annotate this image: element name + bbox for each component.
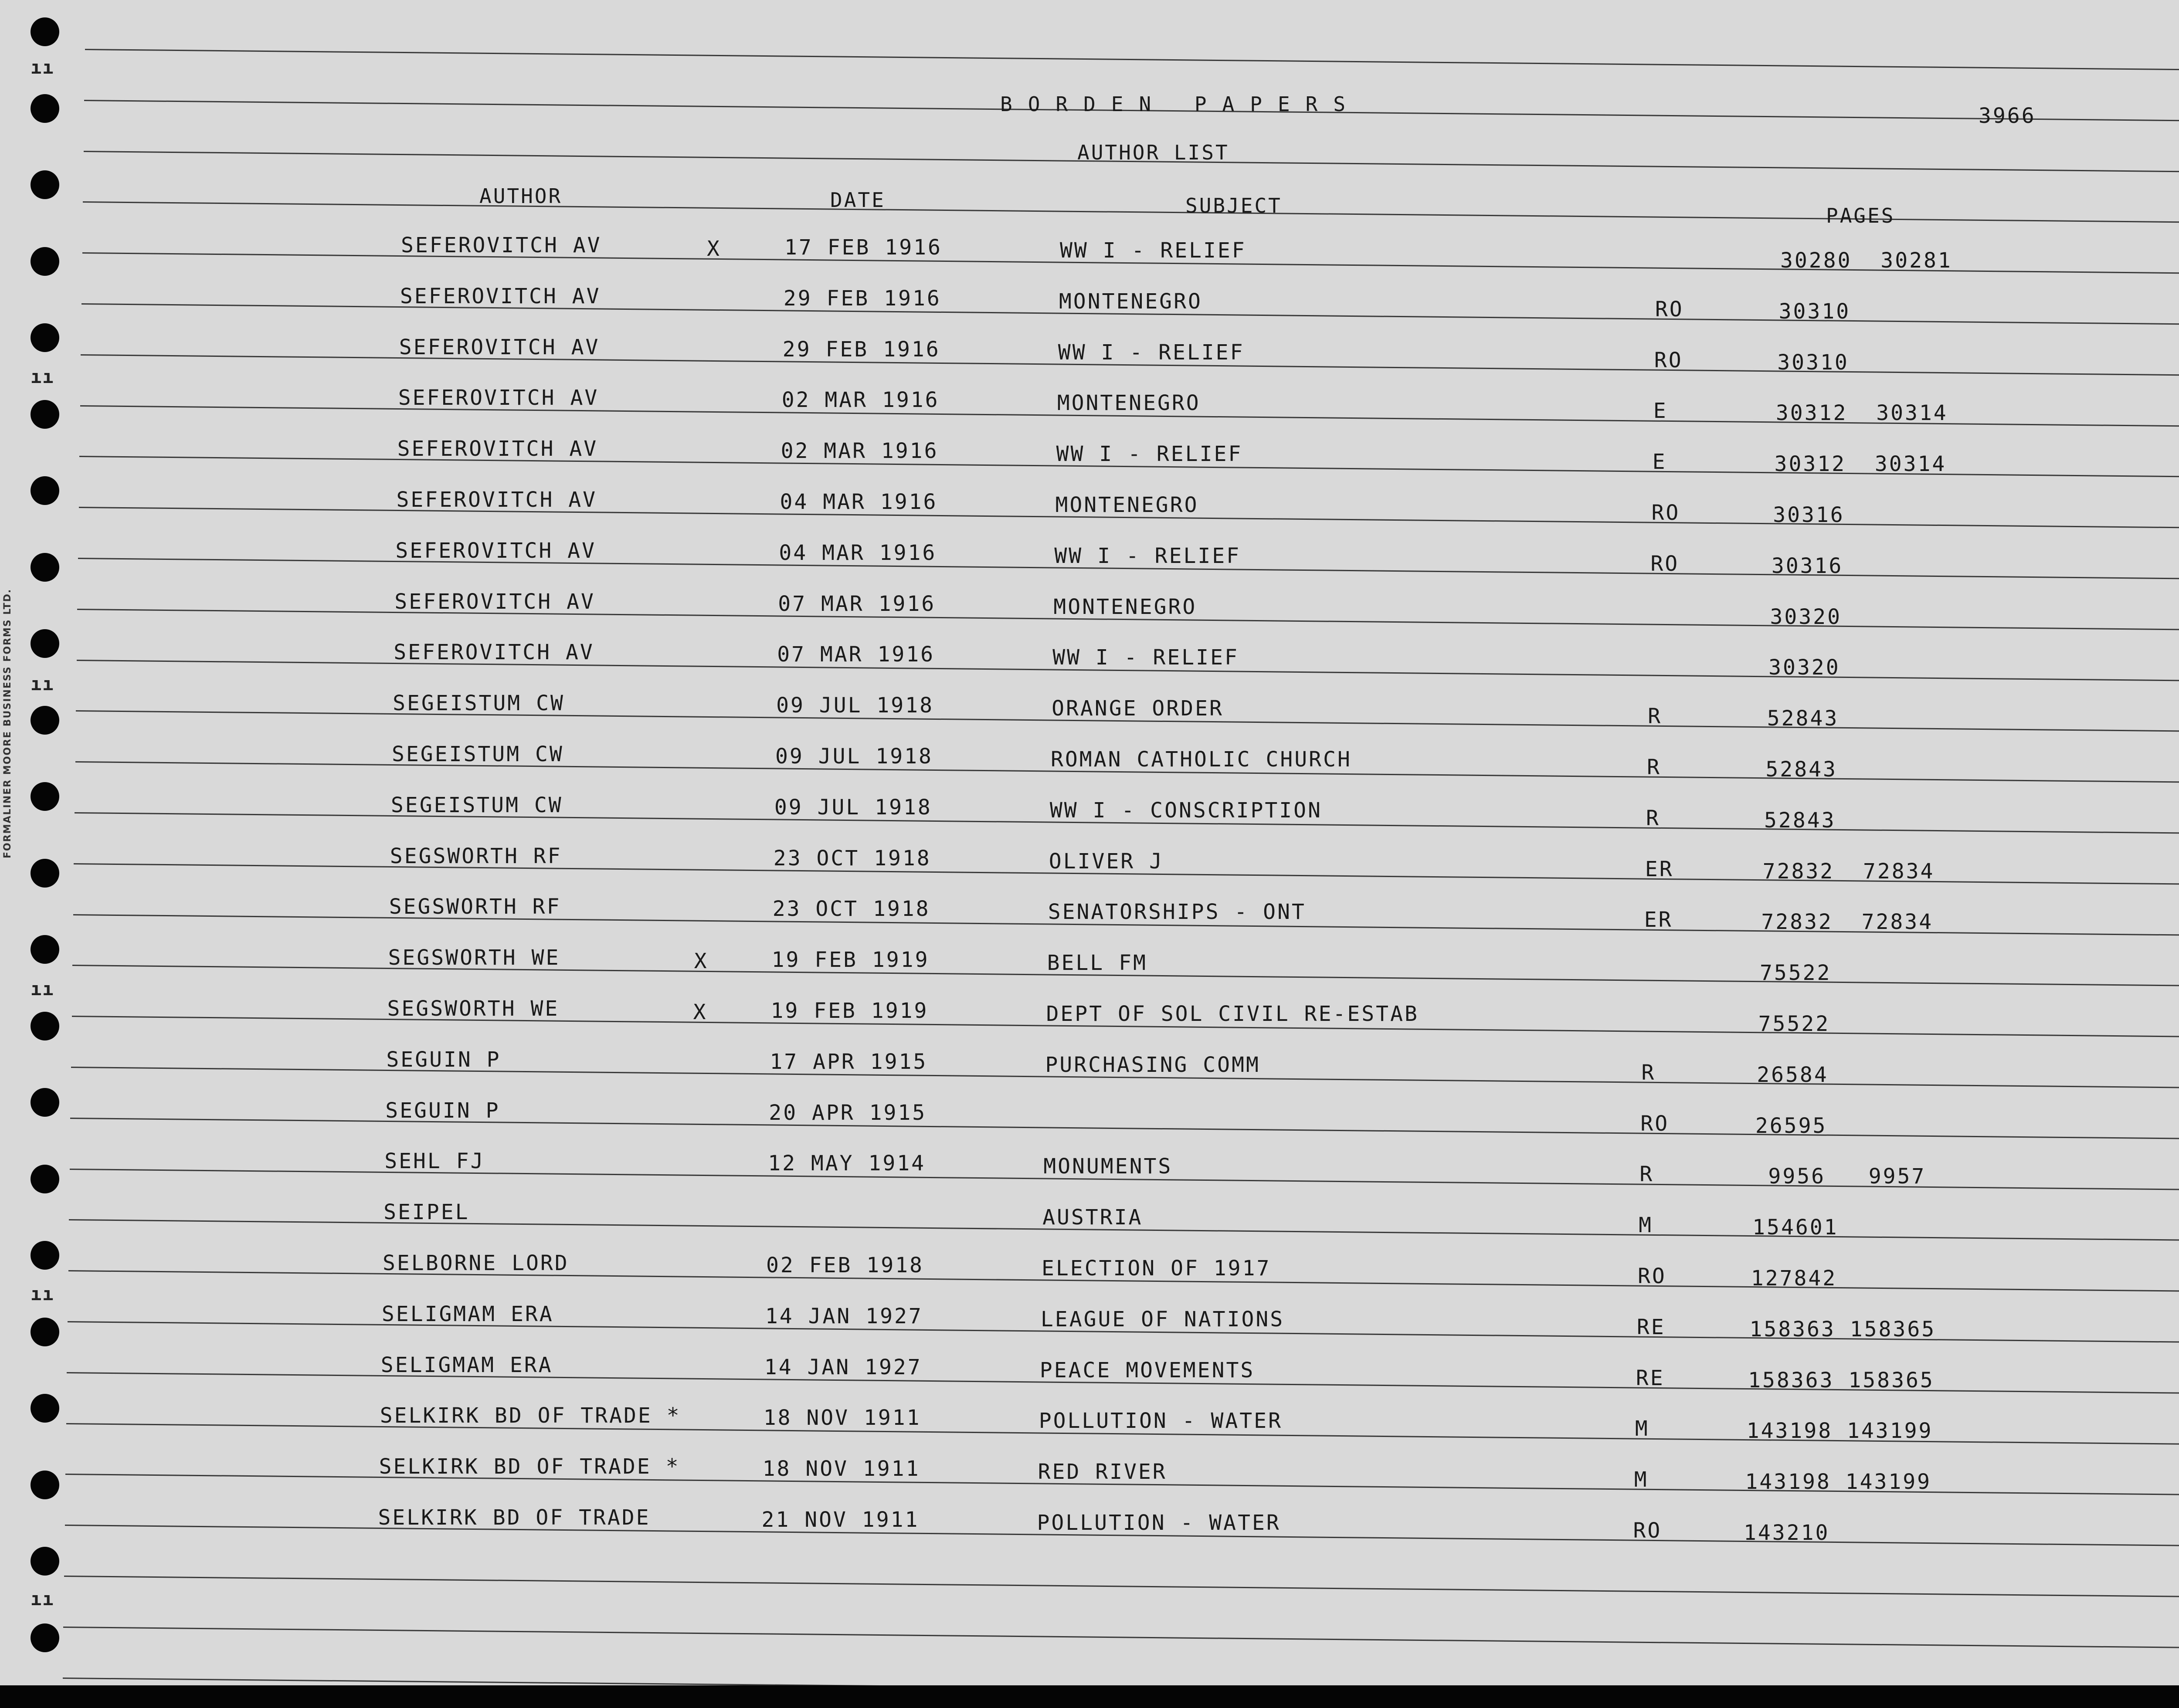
table-row — [0, 335, 2179, 383]
ruled-line — [85, 49, 2179, 71]
date-cell: 02 FEB 1918 — [766, 1253, 924, 1278]
pages-cell: 52843 — [1765, 757, 1837, 782]
date-cell: 23 OCT 1918 — [772, 897, 930, 922]
subject-cell: SENATORSHIPS - ONT — [1048, 900, 1306, 925]
author-cell: SEGUIN P — [385, 1098, 500, 1123]
subject-cell: MONTENEGRO — [1057, 391, 1201, 416]
date-cell: 12 MAY 1914 — [768, 1151, 926, 1176]
code-cell: R — [1646, 806, 1660, 830]
date-cell: 04 MAR 1916 — [779, 540, 937, 565]
table-row — [0, 1403, 2179, 1451]
author-cell: SEFEROVITCH AV — [396, 488, 597, 512]
author-cell: SEFEROVITCH AV — [394, 640, 594, 665]
date-cell: 09 JUL 1918 — [775, 744, 933, 769]
subject-cell: ROMAN CATHOLIC CHURCH — [1051, 747, 1352, 772]
author-cell: SEGEISTUM CW — [393, 691, 565, 716]
column-header-date: DATE — [830, 188, 886, 212]
column-header-author: AUTHOR — [479, 184, 563, 208]
date-cell: 19 FEB 1919 — [770, 999, 929, 1023]
subject-cell: WW I - RELIEF — [1056, 442, 1243, 467]
author-cell: SELKIRK BD OF TRADE * — [379, 1454, 680, 1479]
table-row — [0, 1454, 2179, 1502]
table-row — [0, 1302, 2179, 1350]
pages-cell: 30312 30314 — [1775, 401, 1948, 426]
date-cell: 20 APR 1915 — [769, 1100, 927, 1125]
date-cell: 29 FEB 1916 — [783, 286, 941, 311]
date-cell: 09 JUL 1918 — [776, 693, 934, 718]
author-cell: SEFEROVITCH AV — [395, 538, 596, 563]
date-cell: 18 NOV 1911 — [762, 1457, 920, 1481]
code-cell: RE — [1636, 1315, 1666, 1339]
author-cell: SEGSWORTH RF — [389, 895, 561, 919]
pages-cell: 158363 158365 — [1749, 1317, 1936, 1342]
table-row — [0, 590, 2179, 637]
pages-cell: 30280 30281 — [1780, 248, 1952, 273]
author-cell: SEFEROVITCH AV — [398, 386, 599, 410]
flag-cell: X — [707, 237, 721, 261]
code-cell: R — [1639, 1162, 1654, 1187]
pages-cell: 72832 72834 — [1762, 859, 1935, 884]
author-cell: SELBORNE LORD — [383, 1251, 569, 1275]
code-cell: E — [1653, 399, 1668, 424]
date-cell: 07 MAR 1916 — [778, 591, 936, 616]
table-row — [0, 1251, 2179, 1299]
pages-cell: 143198 143199 — [1746, 1419, 1933, 1444]
author-cell: SEFEROVITCH AV — [400, 284, 601, 308]
pages-cell: 30316 — [1771, 553, 1843, 578]
author-cell: SELIGMAM ERA — [381, 1301, 554, 1326]
code-cell: RO — [1654, 348, 1683, 373]
date-cell: 07 MAR 1916 — [777, 642, 935, 667]
subject-cell: MONTENEGRO — [1059, 289, 1202, 314]
table-row — [0, 793, 2179, 841]
table-row — [0, 691, 2179, 739]
date-cell: 21 NOV 1911 — [761, 1508, 920, 1532]
subject-cell: POLLUTION - WATER — [1039, 1409, 1283, 1434]
subject-cell: WW I - RELIEF — [1060, 238, 1246, 263]
fold-mark-icon: ıı — [31, 1283, 54, 1305]
pages-cell: 30310 — [1778, 299, 1851, 324]
code-cell: R — [1647, 755, 1661, 779]
pages-cell: 154601 — [1752, 1215, 1839, 1240]
form-imprint: FORMALINER MOORE BUSINESS FORMS LTD. — [2, 588, 13, 858]
page-number: 3966 — [1979, 104, 2036, 128]
date-cell: 14 JAN 1927 — [764, 1355, 922, 1379]
ruled-line — [63, 1678, 2179, 1685]
code-cell: R — [1641, 1060, 1656, 1085]
date-cell: 04 MAR 1916 — [780, 490, 938, 514]
table-row — [0, 437, 2179, 485]
code-cell: M — [1635, 1417, 1650, 1441]
subject-cell: MONUMENTS — [1043, 1154, 1173, 1179]
pages-cell: 75522 — [1758, 1012, 1830, 1036]
table-row — [0, 1505, 2179, 1553]
date-cell: 19 FEB 1919 — [771, 948, 930, 973]
author-cell: SEFEROVITCH AV — [397, 437, 598, 461]
author-cell: SEHL FJ — [384, 1149, 485, 1174]
pages-cell: 75522 — [1759, 961, 1832, 986]
table-row — [0, 1098, 2179, 1146]
table-row — [0, 895, 2179, 942]
author-cell: SEIPEL — [384, 1200, 470, 1225]
author-cell: SELKIRK BD OF TRADE * — [380, 1403, 681, 1428]
code-cell: RE — [1636, 1366, 1665, 1390]
table-row — [0, 284, 2179, 332]
pages-cell: 143210 — [1744, 1521, 1830, 1545]
date-cell: 02 MAR 1916 — [781, 388, 940, 413]
table-row — [0, 488, 2179, 535]
subject-cell: ELECTION OF 1917 — [1042, 1256, 1271, 1281]
pages-cell: 52843 — [1764, 808, 1836, 833]
author-cell: SEGEISTUM CW — [392, 742, 564, 766]
code-cell: RO — [1633, 1518, 1662, 1543]
document-subtitle: AUTHOR LIST — [1077, 141, 1229, 164]
pages-cell: 158363 158365 — [1748, 1368, 1935, 1393]
flag-cell: X — [693, 1000, 708, 1024]
subject-cell: WW I - CONSCRIPTION — [1049, 798, 1322, 823]
code-cell: RO — [1640, 1111, 1670, 1136]
table-row — [0, 844, 2179, 892]
subject-cell: LEAGUE OF NATIONS — [1040, 1307, 1285, 1332]
author-cell: SEGUIN P — [386, 1047, 501, 1072]
subject-cell: WW I - RELIEF — [1054, 543, 1241, 568]
date-cell: 17 FEB 1916 — [784, 235, 942, 260]
pages-cell: 30320 — [1768, 655, 1840, 680]
subject-cell: DEPT OF SOL CIVIL RE-ESTAB — [1046, 1002, 1419, 1026]
flag-cell: X — [694, 949, 709, 974]
author-cell: SEGEISTUM CW — [390, 793, 563, 817]
pages-cell: 143198 143199 — [1745, 1470, 1932, 1494]
fold-mark-icon: ıı — [31, 57, 54, 78]
subject-cell: WW I - RELIEF — [1058, 340, 1245, 365]
code-cell: RO — [1651, 501, 1680, 525]
fold-mark-icon: ıı — [31, 673, 54, 695]
author-cell: SEGSWORTH RF — [390, 844, 562, 868]
table-row — [0, 996, 2179, 1044]
code-cell: RO — [1655, 297, 1684, 322]
subject-cell: AUSTRIA — [1042, 1205, 1143, 1230]
date-cell: 29 FEB 1916 — [782, 337, 940, 362]
feed-hole-icon — [31, 17, 59, 46]
ruled-line — [64, 1576, 2179, 1598]
subject-cell: RED RIVER — [1038, 1460, 1167, 1484]
table-row — [0, 386, 2179, 434]
code-cell: M — [1634, 1467, 1649, 1492]
subject-cell: PEACE MOVEMENTS — [1039, 1358, 1255, 1383]
author-cell: SEFEROVITCH AV — [401, 233, 602, 258]
pages-cell: 26595 — [1755, 1113, 1827, 1138]
table-row — [0, 742, 2179, 790]
pages-cell: 30312 30314 — [1774, 452, 1947, 477]
column-header-subject: SUBJECT — [1185, 194, 1282, 217]
table-row — [0, 1047, 2179, 1095]
author-cell: SEFEROVITCH AV — [394, 589, 595, 614]
table-row — [0, 233, 2179, 281]
date-cell: 02 MAR 1916 — [781, 439, 939, 464]
subject-cell: MONTENEGRO — [1055, 493, 1199, 517]
code-cell: RO — [1638, 1264, 1666, 1288]
table-row — [0, 1200, 2179, 1248]
feed-hole-icon — [31, 94, 59, 123]
date-cell: 23 OCT 1918 — [773, 846, 931, 871]
table-row — [0, 1149, 2179, 1197]
code-cell: M — [1639, 1213, 1653, 1238]
code-cell: E — [1652, 450, 1667, 474]
author-cell: SEGSWORTH WE — [387, 996, 560, 1021]
author-cell: SEGSWORTH WE — [388, 946, 560, 970]
author-cell: SELKIRK BD OF TRADE — [378, 1505, 651, 1530]
feed-hole-icon — [31, 1623, 59, 1652]
fold-mark-icon: ıı — [31, 1588, 54, 1610]
code-cell: R — [1648, 704, 1662, 729]
pages-cell: 72832 72834 — [1761, 910, 1934, 935]
pages-cell: 9956 9957 — [1754, 1164, 1926, 1189]
subject-cell: BELL FM — [1047, 951, 1147, 976]
pages-cell: 52843 — [1767, 706, 1839, 731]
pages-cell: 26584 — [1757, 1062, 1829, 1087]
subject-cell: WW I - RELIEF — [1052, 645, 1239, 670]
author-cell: SELIGMAM ERA — [380, 1352, 553, 1377]
author-cell: SEFEROVITCH AV — [399, 335, 600, 359]
fold-mark-icon: ıı — [31, 366, 54, 387]
code-cell: RO — [1650, 551, 1680, 576]
fold-mark-icon: ıı — [31, 978, 54, 1000]
pages-cell: 30320 — [1770, 604, 1842, 629]
pages-cell: 127842 — [1751, 1266, 1837, 1291]
date-cell: 14 JAN 1927 — [765, 1304, 923, 1328]
table-row — [0, 640, 2179, 688]
subject-cell: PURCHASING COMM — [1045, 1052, 1260, 1077]
date-cell: 17 APR 1915 — [770, 1049, 928, 1074]
document-title: BORDEN PAPERS — [1000, 92, 1361, 116]
code-cell: ER — [1644, 908, 1673, 932]
pages-cell: 30316 — [1773, 503, 1845, 527]
date-cell: 09 JUL 1918 — [774, 795, 932, 820]
code-cell: ER — [1645, 857, 1674, 881]
feed-hole-icon — [31, 170, 59, 199]
ruled-line — [63, 1627, 2179, 1649]
subject-cell: OLIVER J — [1049, 849, 1164, 874]
subject-cell: POLLUTION - WATER — [1037, 1511, 1281, 1535]
table-row — [0, 1353, 2179, 1401]
subject-cell: MONTENEGRO — [1053, 594, 1197, 619]
pages-cell: 30310 — [1777, 350, 1849, 375]
subject-cell: ORANGE ORDER — [1052, 696, 1224, 721]
table-row — [0, 539, 2179, 586]
table-row — [0, 946, 2179, 993]
column-header-pages: PAGES — [1826, 204, 1895, 227]
date-cell: 18 NOV 1911 — [763, 1406, 921, 1430]
